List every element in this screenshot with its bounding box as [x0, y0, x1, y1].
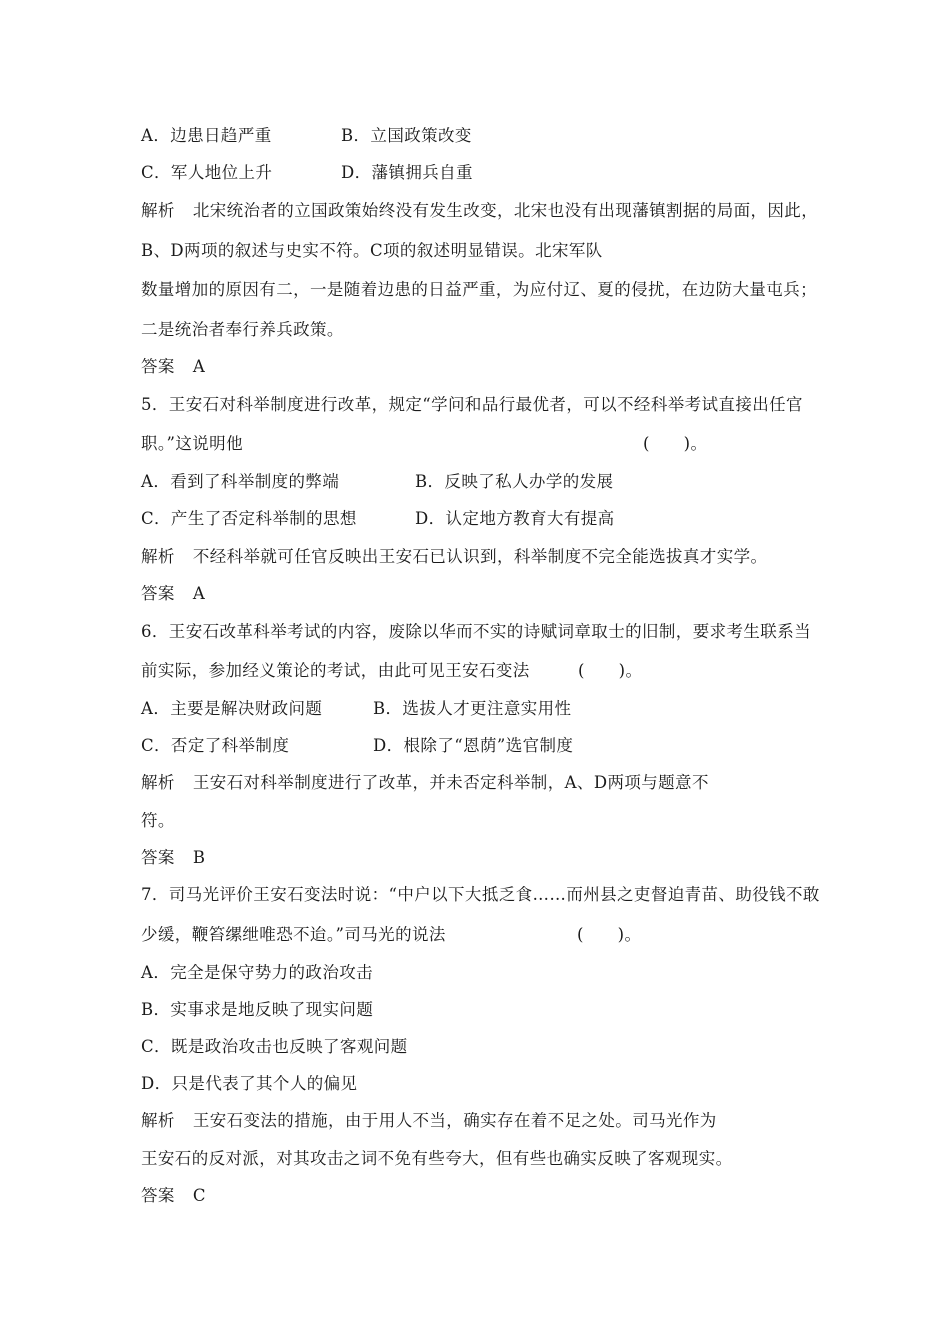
q4-analysis-label: 解析	[141, 201, 175, 220]
q4-analysis-line-2: B、D两项的叙述与史实不符。C项的叙述明显错误。北宋军队	[141, 241, 603, 260]
q6-option-d: D．根除了“恩荫”选官制度	[373, 736, 574, 755]
q5-analysis	[141, 547, 767, 567]
q5-answer	[141, 584, 205, 604]
q5-answer-blank: ( )。	[643, 434, 708, 453]
q5-options-row-2	[141, 509, 615, 529]
q7-option-c: C．既是政治攻击也反映了客观问题	[141, 1037, 408, 1056]
q5-option-d: D．认定地方教育大有提高	[415, 509, 615, 528]
q7-answer-label: 答案	[141, 1186, 175, 1205]
q7-stem-text: 少缓，鞭笞缧绁唯恐不迨。”司马光的说法	[141, 925, 446, 944]
q4-options-row-2	[141, 163, 473, 183]
q4-option-d: D．藩镇拥兵自重	[341, 163, 473, 182]
q7-answer-blank: ( )。	[577, 925, 642, 944]
q6-answer-label: 答案	[141, 848, 175, 867]
q7-analysis-label: 解析	[141, 1111, 175, 1130]
q4-answer	[141, 357, 205, 377]
q7-answer	[141, 1186, 206, 1206]
q5-analysis-label: 解析	[141, 547, 175, 566]
q5-answer-value: A	[192, 584, 206, 603]
q5-options-row-1	[141, 472, 614, 492]
q5-stem-line-1: 5．王安石对科举制度进行改革，规定“学问和品行最优者，可以不经科举考试直接出任官	[141, 395, 803, 414]
q4-option-c: C．军人地位上升	[141, 163, 273, 182]
q6-stem-text: 前实际，参加经义策论的考试，由此可见王安石变法	[141, 661, 530, 680]
q6-analysis-label: 解析	[141, 773, 175, 792]
q5-option-a: A．看到了科举制度的弊端	[141, 472, 340, 491]
q5-analysis-text: 不经科举就可任官反映出王安石已认识到，科举制度不完全能选拔真才实学。	[192, 547, 768, 566]
q5-option-c: C．产生了否定科举制的思想	[141, 509, 357, 528]
q4-analysis-line-1	[141, 201, 818, 221]
q5-stem-line-2	[141, 434, 708, 454]
q4-answer-label: 答案	[141, 357, 175, 376]
q7-option-b: B．实事求是地反映了现实问题	[141, 1000, 374, 1019]
q6-analysis-line-2: 符。	[141, 811, 175, 830]
q7-analysis-text: 王安石变法的措施，由于用人不当，确实存在着不足之处。司马光作为	[192, 1111, 717, 1130]
q6-option-c: C．否定了科举制度	[141, 736, 290, 755]
q6-options-row-1	[141, 699, 572, 719]
q5-stem-text: 职。”这说明他	[141, 434, 243, 453]
q6-option-b: B．选拔人才更注意实用性	[373, 699, 572, 718]
q6-analysis-line-1	[141, 773, 709, 793]
q4-analysis-line-4: 二是统治者奉行养兵政策。	[141, 320, 344, 339]
q5-option-b: B．反映了私人办学的发展	[415, 472, 614, 491]
q6-answer	[141, 848, 205, 868]
q6-stem-line-2	[141, 661, 643, 681]
q5-answer-label: 答案	[141, 584, 175, 603]
q7-stem-line-1: 7．司马光评价王安石变法时说：“中户以下大抵乏食……而州县之吏督迫青苗、助役钱不敢	[141, 885, 820, 904]
q4-analysis-text: 北宋统治者的立国政策始终没有发生改变，北宋也没有出现藩镇割据的局面，因此，	[192, 201, 819, 220]
q6-stem-line-1: 6．王安石改革科举考试的内容，废除以华而不实的诗赋词章取士的旧制，要求考生联系当	[141, 622, 811, 641]
q6-analysis-text: 王安石对科举制度进行了改革，并未否定科举制，A、D两项与题意不	[192, 773, 709, 792]
q7-analysis-line-1	[141, 1111, 717, 1131]
q6-options-row-2	[141, 736, 574, 756]
q4-answer-value: A	[192, 357, 206, 376]
q6-answer-value: B	[192, 848, 206, 867]
q4-option-a: A．边患日趋严重	[141, 126, 272, 145]
q7-analysis-line-2: 王安石的反对派，对其攻击之词不免有些夸大，但有些也确实反映了客观现实。	[141, 1149, 733, 1168]
q4-option-b: B．立国政策改变	[341, 126, 472, 145]
q6-option-a: A．主要是解决财政问题	[141, 699, 323, 718]
q4-analysis-line-3: 数量增加的原因有二，一是随着边患的日益严重，为应付辽、夏的侵扰，在边防大量屯兵；	[141, 280, 817, 299]
q6-answer-blank: ( )。	[578, 661, 643, 680]
q7-answer-value: C	[192, 1186, 206, 1205]
q7-stem-line-2	[141, 925, 642, 945]
q7-option-a: A．完全是保守势力的政治攻击	[141, 963, 374, 982]
q7-option-d: D．只是代表了其个人的偏见	[141, 1074, 358, 1093]
q4-options-row-1	[141, 126, 472, 146]
